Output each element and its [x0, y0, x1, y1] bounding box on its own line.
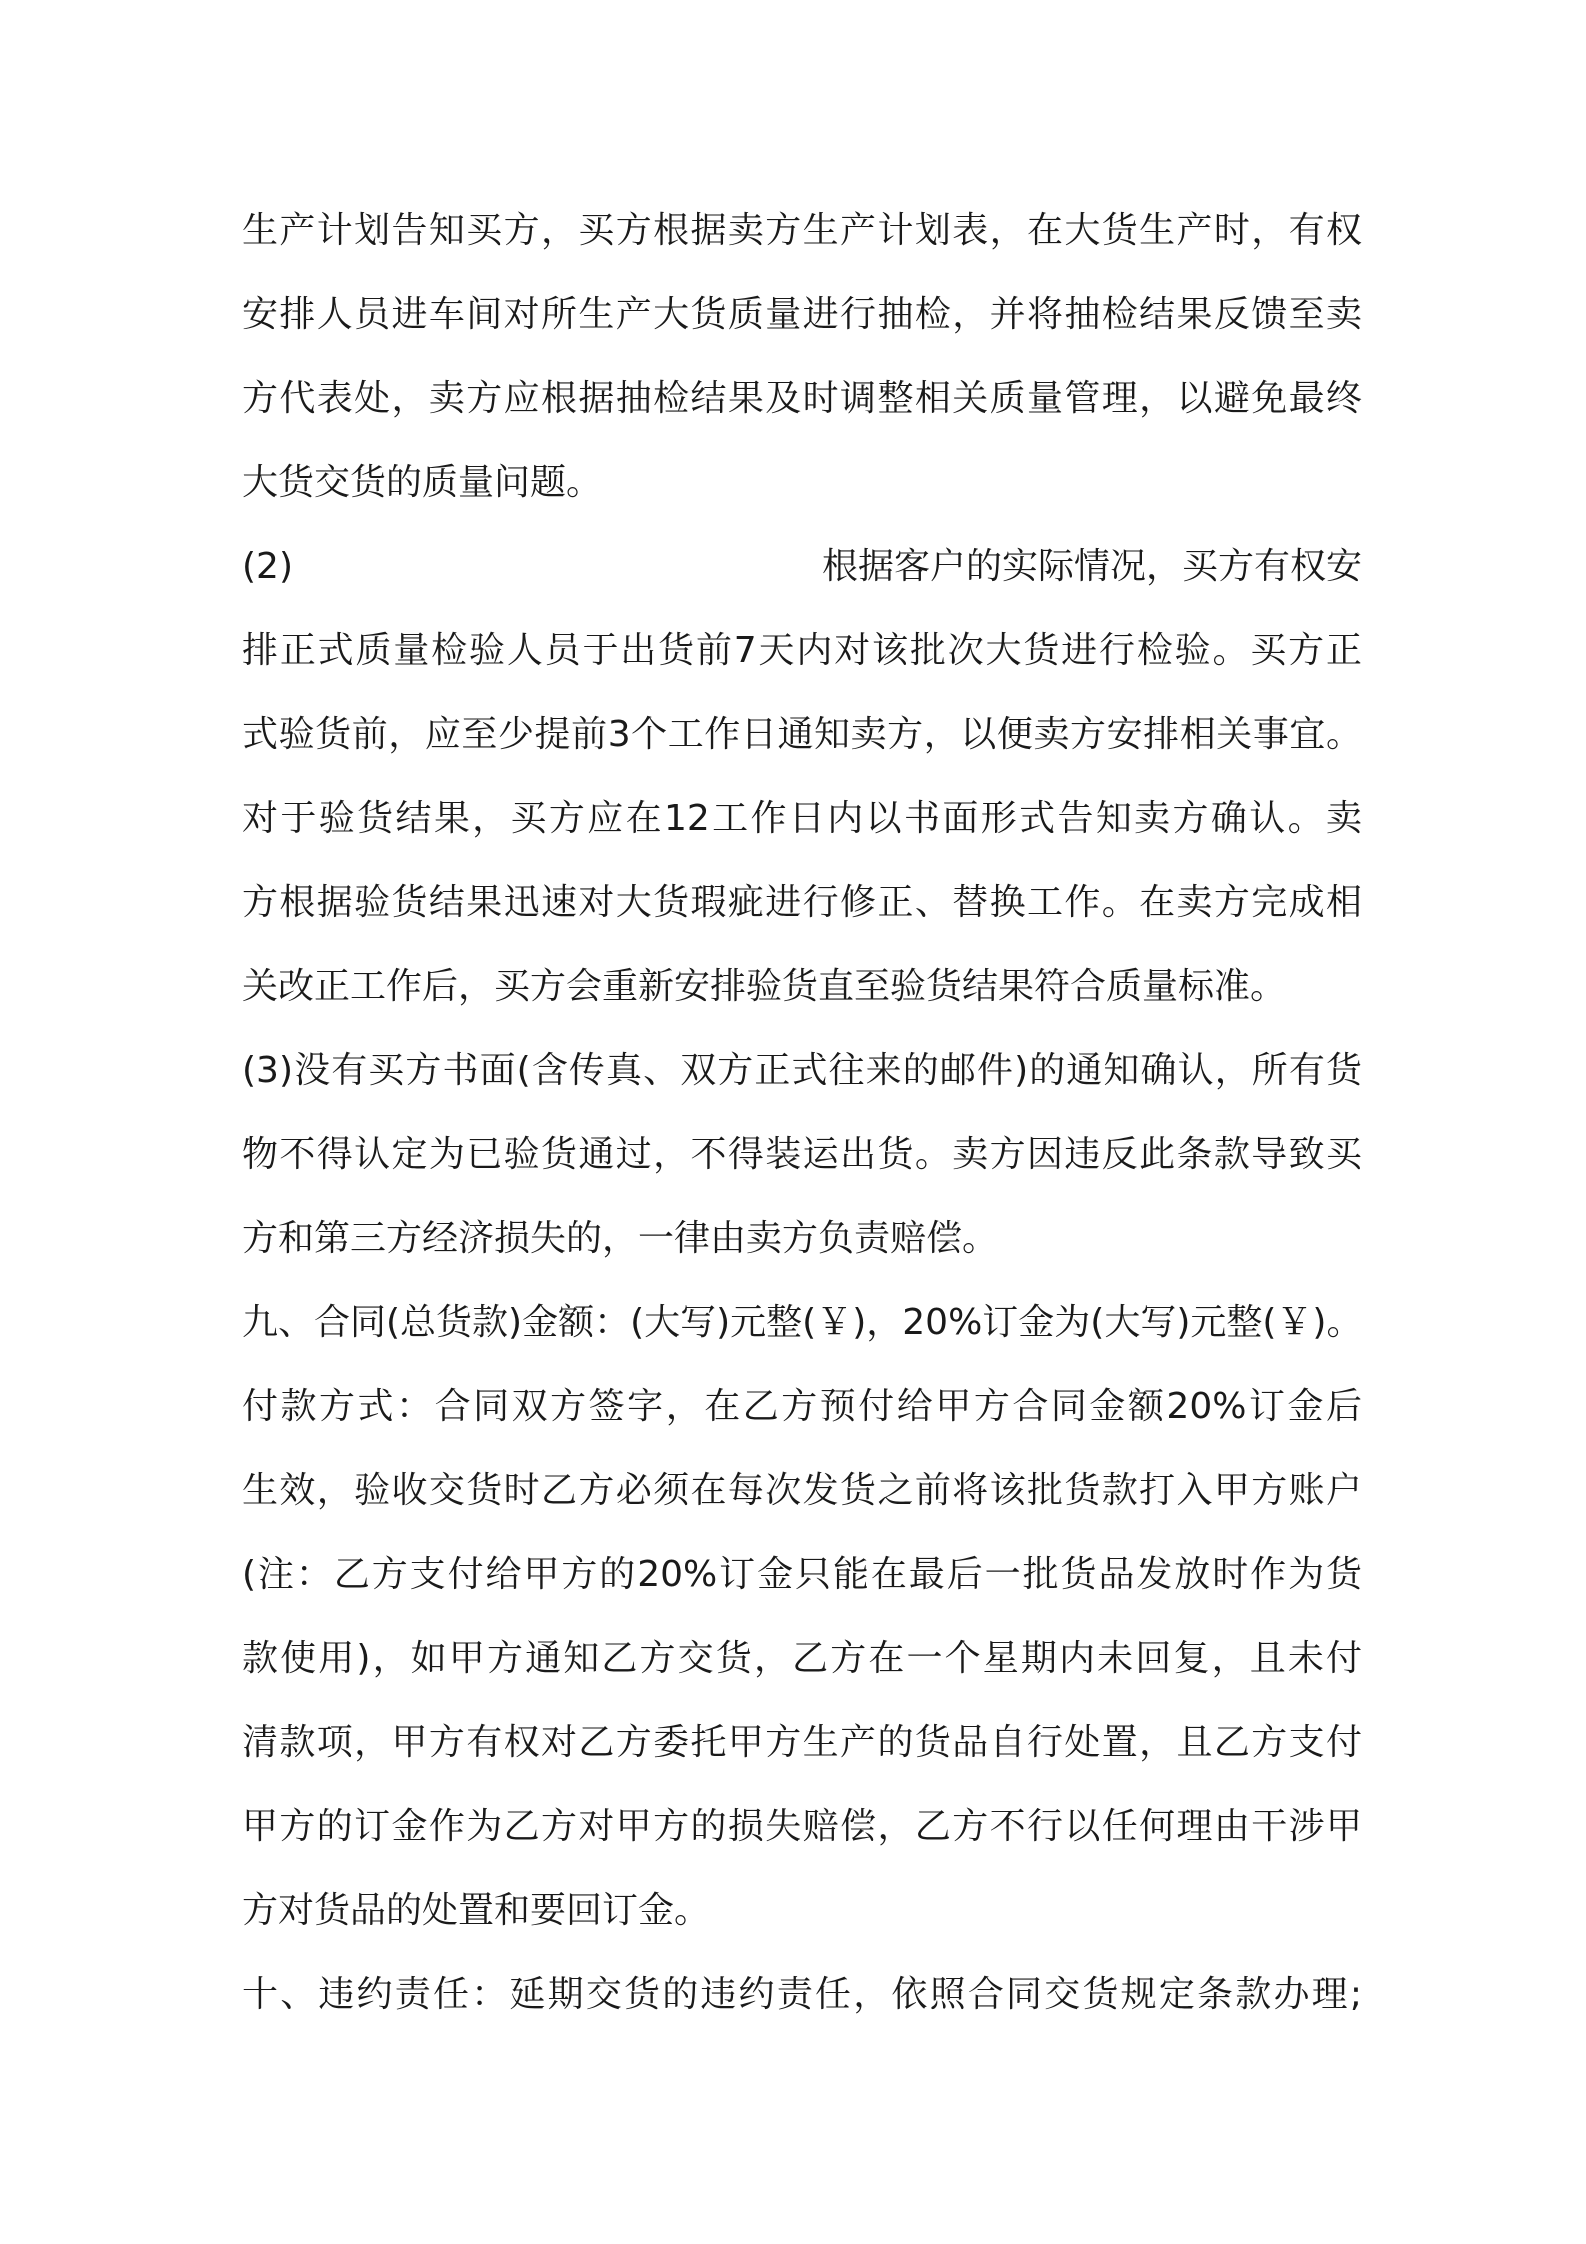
- paragraph-line-6: 排正式质量检验人员于出货前7天内对该批次大货进行检验。买方正: [242, 630, 1362, 671]
- paragraph-line-15: 付款方式：合同双方签字，在乙方预付给甲方合同金额20%订金后: [242, 1386, 1362, 1427]
- paragraph-line-19: 清款项，甲方有权对乙方委托甲方生产的货品自行处置，且乙方支付: [242, 1722, 1362, 1763]
- item-2-text: 根据客户的实际情况，买方有权安: [821, 546, 1362, 587]
- paragraph-line-1: 生产计划告知买方，买方根据卖方生产计划表，在大货生产时，有权: [242, 210, 1362, 251]
- paragraph-line-21: 方对货品的处置和要回订金。: [242, 1890, 711, 1931]
- paragraph-line-7: 式验货前，应至少提前3个工作日通知卖方，以便卖方安排相关事宜。: [242, 714, 1362, 755]
- paragraph-line-4: 大货交货的质量问题。: [242, 462, 603, 503]
- paragraph-line-9: 方根据验货结果迅速对大货瑕疵进行修正、替换工作。在卖方完成相: [242, 882, 1362, 923]
- paragraph-line-10: 关改正工作后，买方会重新安排验货直至验货结果符合质量标准。: [242, 966, 1287, 1007]
- paragraph-line-14: 九、合同(总货款)金额：(大写)元整(￥)，20%订金为(大写)元整(￥)。: [242, 1302, 1362, 1343]
- paragraph-line-17: (注：乙方支付给甲方的20%订金只能在最后一批货品发放时作为货: [242, 1554, 1362, 1595]
- paragraph-line-13: 方和第三方经济损失的，一律由卖方负责赔偿。: [242, 1218, 999, 1259]
- paragraph-line-20: 甲方的订金作为乙方对甲方的损失赔偿，乙方不行以任何理由干涉甲: [242, 1806, 1362, 1847]
- paragraph-line-2: 安排人员进车间对所生产大货质量进行抽检，并将抽检结果反馈至卖: [242, 294, 1362, 335]
- item-2-number: (2): [242, 546, 293, 587]
- paragraph-line-12: 物不得认定为已验货通过，不得装运出货。卖方因违反此条款导致买: [242, 1134, 1362, 1175]
- paragraph-line-18: 款使用)，如甲方通知乙方交货，乙方在一个星期内未回复，且未付: [242, 1638, 1362, 1679]
- paragraph-line-16: 生效，验收交货时乙方必须在每次发货之前将该批货款打入甲方账户: [242, 1470, 1362, 1511]
- paragraph-line-22: 十、违约责任：延期交货的违约责任，依照合同交货规定条款办理;: [242, 1974, 1362, 2015]
- paragraph-line-11: (3)没有买方书面(含传真、双方正式往来的邮件)的通知确认，所有货: [242, 1050, 1362, 1091]
- paragraph-line-8: 对于验货结果，买方应在12工作日内以书面形式告知卖方确认。卖: [242, 798, 1362, 839]
- paragraph-line-3: 方代表处，卖方应根据抽检结果及时调整相关质量管理，以避免最终: [242, 378, 1362, 419]
